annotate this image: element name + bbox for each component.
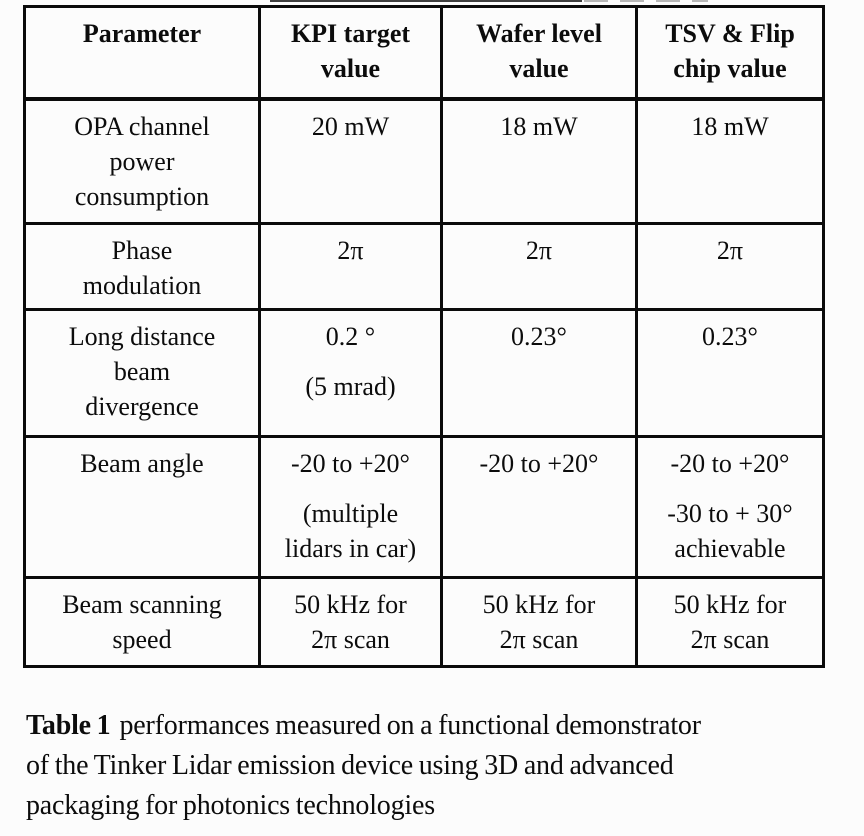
cell-line: 0.23° <box>511 322 567 351</box>
caption-line <box>26 706 842 746</box>
cell-line: divergence <box>85 392 199 421</box>
col-header-tsv-flip-chip <box>637 7 824 99</box>
param-cell-beam-angle <box>25 437 260 578</box>
table-row-phase-modulation <box>25 224 824 310</box>
cell-line: Phase <box>111 236 173 265</box>
value-cell-tsv <box>637 310 824 437</box>
cell-line: 50 kHz for <box>673 590 787 619</box>
table-row-beam-angle <box>25 437 824 578</box>
header-line: value <box>509 54 569 83</box>
cell-line: power <box>109 146 175 176</box>
table-row-beam-divergence <box>25 310 824 437</box>
header-line: Wafer level <box>476 19 602 48</box>
caption-text: performances measured on a functional demonstrator <box>119 710 701 741</box>
cell-line: Long distance <box>68 322 216 351</box>
cropped-content-edge-dark <box>270 0 582 2</box>
value-cell-wafer <box>442 224 637 310</box>
cell-line: (5 mrad) <box>305 372 396 401</box>
value-cell-kpi <box>260 224 442 310</box>
cell-line: 20 mW <box>311 111 390 141</box>
cell-line: -20 to +20° <box>291 449 410 478</box>
cell-line: 0.23° <box>702 322 758 351</box>
value-cell-tsv <box>637 99 824 224</box>
caption-line: packaging for photonics technologies <box>26 790 435 821</box>
cell-line: -20 to +20° <box>479 449 599 478</box>
cell-line: 50 kHz for <box>294 590 407 619</box>
param-cell-phase-modulation <box>25 224 260 310</box>
table-header-row <box>25 7 824 99</box>
param-cell-scanning-speed <box>25 578 260 667</box>
cell-line: speed <box>112 625 172 654</box>
value-cell-tsv <box>637 224 824 310</box>
col-header-parameter <box>25 7 260 99</box>
value-cell-kpi <box>260 99 442 224</box>
cell-line: Beam scanning <box>62 590 222 619</box>
header-line: Parameter <box>82 19 202 48</box>
cell-line: 18 mW <box>691 111 769 141</box>
value-cell-wafer <box>442 437 637 578</box>
cell-line: 2π scan <box>311 625 390 654</box>
cell-line: 2π scan <box>690 625 770 654</box>
header-line: KPI target <box>290 19 411 48</box>
table-row-scanning-speed <box>25 578 824 667</box>
value-cell-kpi <box>260 578 442 667</box>
header-line: value <box>320 54 381 83</box>
table-caption <box>26 706 842 826</box>
cell-line: -30 to + 30° <box>667 499 793 528</box>
cell-line: Beam angle <box>80 449 204 478</box>
value-cell-kpi <box>260 310 442 437</box>
cell-line: 50 kHz for <box>482 590 596 619</box>
cell-line: 2π <box>716 236 744 265</box>
value-cell-wafer <box>442 578 637 667</box>
cell-line: achievable <box>674 534 786 563</box>
value-cell-wafer <box>442 310 637 437</box>
cropped-content-edge-light <box>584 0 708 2</box>
caption-line: of the Tinker Lidar emission device using 3D and advanced <box>26 750 674 781</box>
cell-line: OPA channel <box>74 111 210 141</box>
col-header-kpi-target <box>260 7 442 99</box>
value-cell-kpi <box>260 437 442 578</box>
cell-line: 2π <box>525 236 553 265</box>
value-cell-tsv <box>637 437 824 578</box>
cell-line: modulation <box>82 271 202 300</box>
caption-label: Table 1 <box>26 710 111 741</box>
cell-line: 2π <box>337 236 364 265</box>
value-cell-tsv <box>637 578 824 667</box>
cell-line: lidars in car) <box>284 534 417 563</box>
cell-line: 18 mW <box>500 111 578 141</box>
cell-line: (multiple <box>302 499 399 528</box>
cell-line: -20 to +20° <box>670 449 790 478</box>
performance-table <box>23 5 825 668</box>
cell-line: 0.2 ° <box>325 322 376 351</box>
cell-line: beam <box>113 357 171 386</box>
cell-line: 2π scan <box>499 625 579 654</box>
header-line: TSV & Flip <box>665 19 795 48</box>
table-row-opa-power <box>25 99 824 224</box>
param-cell-opa-power <box>25 99 260 224</box>
header-line: chip value <box>673 54 787 83</box>
value-cell-wafer <box>442 99 637 224</box>
col-header-wafer-level <box>442 7 637 99</box>
param-cell-beam-divergence <box>25 310 260 437</box>
cell-line: consumption <box>74 181 210 211</box>
